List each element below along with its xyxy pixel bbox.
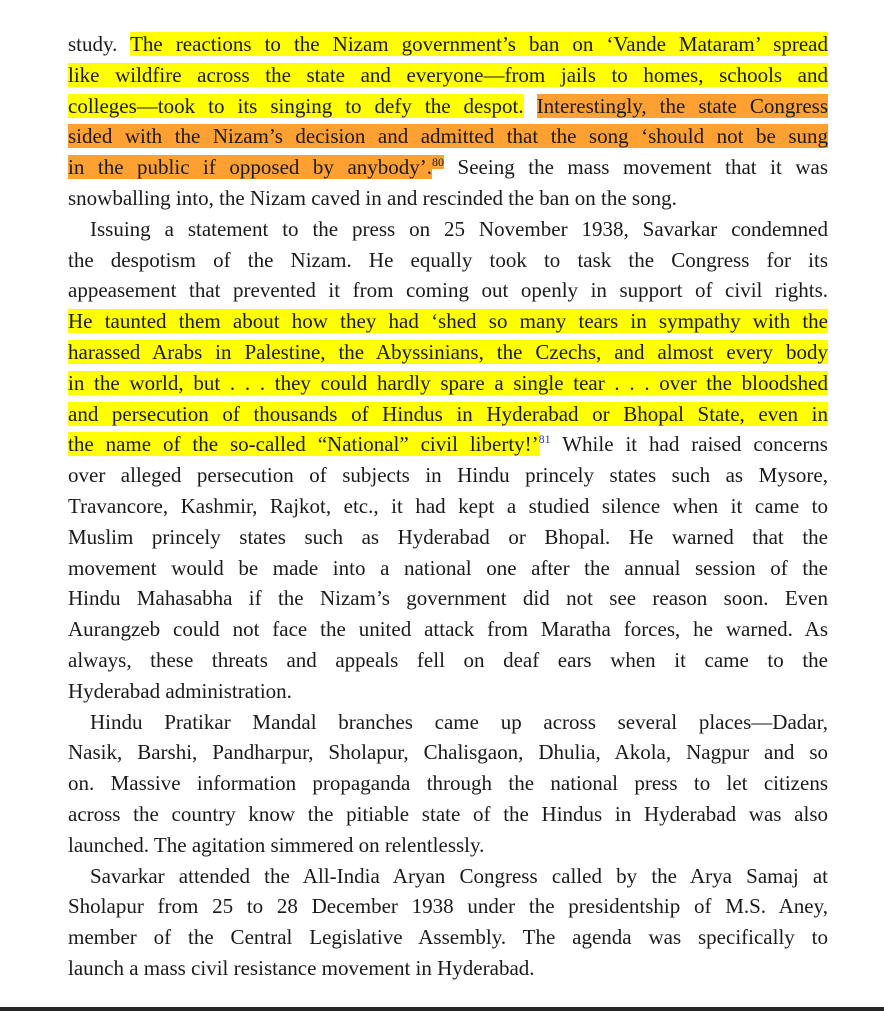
highlighted-text: The reactions to the Nizam government’s ban on ‘Vande Mataram’ spread xyxy=(130,32,828,56)
highlighted-text: like wildfire across the state and everyone—from jails to homes, schools and xyxy=(68,62,828,87)
text-segment: launch a mass civil resistance movement in Hyderabad. xyxy=(68,955,535,980)
highlighted-text: He taunted them about how they had ‘shed so many tears in sympathy with the xyxy=(68,309,828,334)
text-line xyxy=(68,152,828,183)
text-segment: Hyderabad administration. xyxy=(68,678,292,703)
text-line xyxy=(68,676,828,707)
text-line xyxy=(68,399,828,430)
highlighted-text: Interestingly, the state Congress xyxy=(536,93,829,118)
text-line xyxy=(68,368,828,399)
text-segment: on. Massive information propaganda through the national press to let citizens xyxy=(68,771,828,796)
text-segment: Sholapur from 25 to 28 December 1938 under the presidentship of M.S. Aney, xyxy=(68,894,828,919)
text-segment: across the country know the pitiable state of the Hindus in Hyderabad was also xyxy=(68,801,828,826)
text-line xyxy=(68,306,828,337)
text-segment: Aurangzeb could not face the united attack from Maratha forces, he warned. As xyxy=(68,617,828,642)
text-segment: over alleged persecution of subjects in Hindu princely states such as Mysore, xyxy=(68,463,828,488)
text-segment xyxy=(524,94,537,118)
text-line xyxy=(68,922,828,953)
highlighted-text: harassed Arabs in Palestine, the Abyssinians, the Czechs, and almost every body xyxy=(68,339,828,364)
text-line xyxy=(68,60,828,91)
text-segment: Muslim princely states such as Hyderabad or Bhopal. He warned that the xyxy=(68,524,828,549)
text-line xyxy=(68,737,828,768)
text-line xyxy=(68,29,828,60)
highlighted-text: the name of the so-called “National” civil liberty!’ xyxy=(68,432,539,457)
footnote-marker[interactable]: 81 xyxy=(538,432,551,447)
text-line xyxy=(68,645,828,676)
highlighted-text: colleges—took to its singing to defy the despot. xyxy=(68,93,524,118)
text-line xyxy=(68,275,828,306)
text-line xyxy=(68,121,828,152)
text-segment: Hindu Pratikar Mandal branches came up across several places—Dadar, xyxy=(90,709,828,734)
text-line xyxy=(68,707,828,738)
text-line xyxy=(68,337,828,368)
text-line xyxy=(68,214,828,245)
footnote-marker[interactable]: 80 xyxy=(432,155,445,170)
text-segment: movement would be made into a national one after the annual session of the xyxy=(68,555,828,580)
text-segment: study. xyxy=(68,32,131,56)
text-line xyxy=(68,429,828,460)
text-segment: the despotism of the Nizam. He equally took to task the Congress for its xyxy=(68,247,828,272)
text-segment: always, these threats and appeals fell on deaf ears when it came to the xyxy=(68,647,828,672)
text-line xyxy=(68,245,828,276)
text-line xyxy=(68,953,828,984)
text-segment: Hindu Mahasabha if the Nizam’s government did not see reason soon. Even xyxy=(68,586,828,611)
highlighted-text: sided with the Nizam’s decision and admitted that the song ‘should not be sung xyxy=(68,124,828,149)
text-line xyxy=(68,491,828,522)
text-segment: launched. The agitation simmered on relentlessly. xyxy=(68,832,485,857)
text-line xyxy=(68,91,828,122)
text-line xyxy=(68,460,828,491)
text-segment: appeasement that prevented it from coming out openly in support of civil rights. xyxy=(68,278,828,303)
text-line xyxy=(68,583,828,614)
text-segment: member of the Central Legislative Assembly. The agenda was specifically to xyxy=(68,925,828,950)
text-segment: snowballing into, the Nizam caved in and rescinded the ban on the song. xyxy=(68,185,677,210)
text-line xyxy=(68,830,828,861)
document-page xyxy=(68,29,828,984)
highlighted-text: and persecution of thousands of Hindus in Hyderabad or Bhopal State, even in xyxy=(68,401,828,426)
text-line xyxy=(68,861,828,892)
highlighted-text: in the world, but . . . they could hardly spare a single tear . . . over the bloodshed xyxy=(68,370,828,395)
text-line xyxy=(68,614,828,645)
highlighted-text: in the public if opposed by anybody’. xyxy=(68,155,433,180)
text-segment: Seeing the mass movement that it was xyxy=(444,155,828,180)
bottom-toolbar-edge xyxy=(0,1007,884,1011)
text-line xyxy=(68,183,828,214)
text-line xyxy=(68,553,828,584)
text-segment: Nasik, Barshi, Pandharpur, Sholapur, Chalisgaon, Dhulia, Akola, Nagpur and so xyxy=(68,740,828,765)
text-segment: While it had raised concerns xyxy=(550,432,828,457)
text-segment: Issuing a statement to the press on 25 November 1938, Savarkar condemned xyxy=(90,216,828,241)
text-line xyxy=(68,799,828,830)
text-line xyxy=(68,891,828,922)
text-segment: Savarkar attended the All-India Aryan Congress called by the Arya Samaj at xyxy=(90,863,828,888)
text-line xyxy=(68,522,828,553)
text-segment: Travancore, Kashmir, Rajkot, etc., it had kept a studied silence when it came to xyxy=(68,493,828,518)
text-line xyxy=(68,768,828,799)
